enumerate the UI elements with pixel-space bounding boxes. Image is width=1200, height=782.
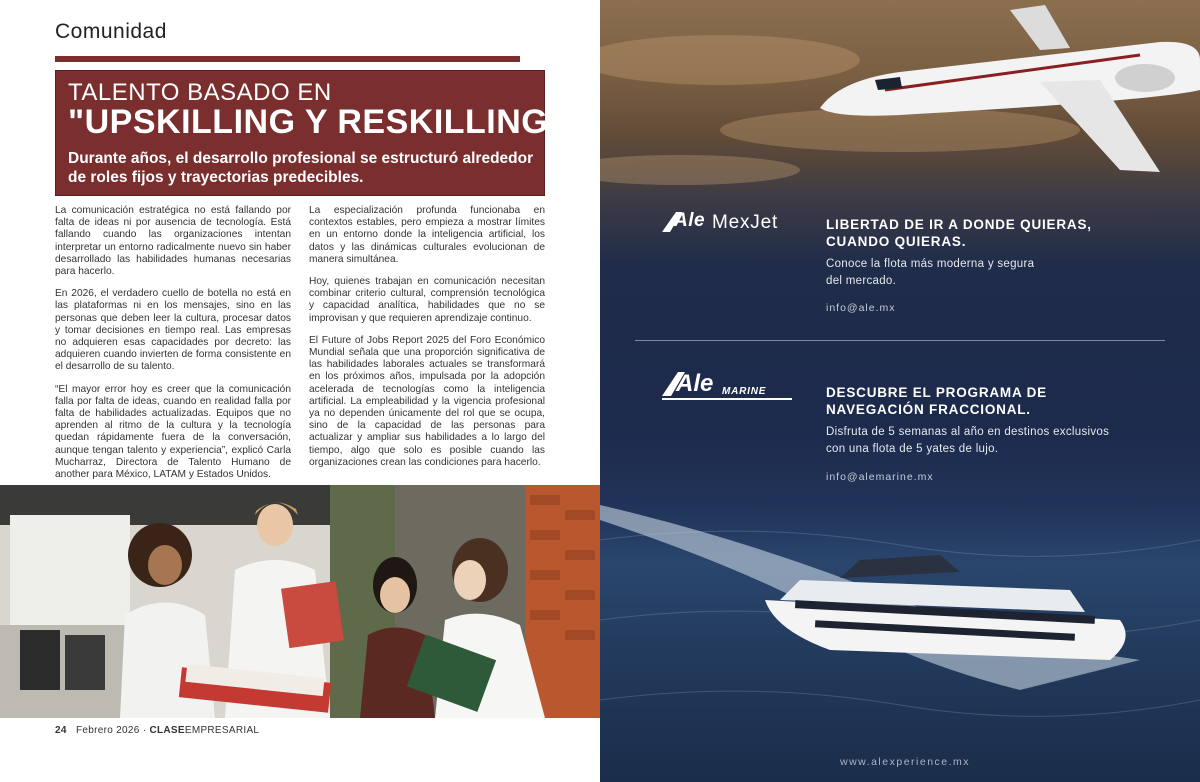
magazine-name-rest: EMPRESARIAL xyxy=(184,725,260,736)
headline-line2: "UPSKILLING Y RESKILLING" xyxy=(68,103,565,141)
paragraph: La especialización profunda funcionaba en contextos estables, pero empieza a mostrar límites en un entorno donde la inteligencia artificial, los datos y las dinámicas culturales evolucionan de manera simultánea. xyxy=(309,205,545,265)
mexjet-email-link[interactable]: info@ale.mx xyxy=(826,302,896,314)
mexjet-body-line1: Conoce la flota más moderna y segura xyxy=(826,258,1035,270)
marine-logo-name: MARINE xyxy=(722,386,767,397)
ad-divider xyxy=(635,340,1165,341)
advertisement-page xyxy=(600,0,1200,782)
marine-body-line1: Disfruta de 5 semanas al año en destinos exclusivos xyxy=(826,426,1110,438)
mexjet-logo-name: MexJet xyxy=(712,212,779,233)
headline-line1: TALENTO BASADO EN xyxy=(68,79,332,106)
marine-title-line2: NAVEGACIÓN FRACCIONAL. xyxy=(826,402,1031,417)
headline-deck: Durante años, el desarrollo profesional se estructuró alrededor de roles fijos y trayectorias predecibles. xyxy=(68,150,534,186)
mexjet-title-line1: LIBERTAD DE IR A DONDE QUIERAS, xyxy=(826,217,1092,232)
mexjet-body-line2: del mercado. xyxy=(826,275,897,287)
mexjet-title-line2: CUANDO QUIERAS. xyxy=(826,234,967,249)
marine-email-link[interactable]: info@alemarine.mx xyxy=(826,471,934,483)
article-column-2 xyxy=(309,205,545,479)
section-label: Comunidad xyxy=(55,20,167,43)
paragraph: La comunicación estratégica no está fallando por falta de ideas ni por ausencia de tecnología. Está fallando cuando las organizaciones intentan interpretar un entorno radicalmente nuevo sin haber desarrollado las habilidades humanas necesarias para hacerlo. xyxy=(55,205,291,278)
marine-title-line1: DESCUBRE EL PROGRAMA DE xyxy=(826,385,1047,400)
section-rule xyxy=(55,56,520,62)
website-link[interactable]: www.alexperience.mx xyxy=(840,756,971,768)
team-photo xyxy=(0,485,600,718)
mexjet-logo-ale: Ale xyxy=(674,210,706,231)
issue-date: Febrero 2026 · xyxy=(75,725,147,736)
paragraph: El Future of Jobs Report 2025 del Foro Económico Mundial señala que una proporción significativa de las habilidades laborales actuales se transformará en los próximos años, impulsada por la adopción acelerada de tecnologías como la inteligencia artificial. La empleabilidad y la vigencia profesional ya no dependen únicamente del rol que se ocupa, sino de la capacidad de las personas para actualizar y ampliar sus habilidades a lo largo del tiempo, algo que solo es posible cuando las organizaciones crean las condiciones para hacerlo. xyxy=(309,334,545,468)
magazine-name-bold: CLASE xyxy=(149,725,185,736)
page-number: 24 xyxy=(55,725,67,736)
paragraph: Hoy, quienes trabajan en comunicación necesitan combinar criterio cultural, comprensión tecnológica y capacidad analítica, habilidades que no se improvisan y que requieren aprendizaje continuo. xyxy=(309,276,545,324)
headline-box xyxy=(55,70,565,196)
marine-logo-wave xyxy=(662,398,792,400)
paragraph: “El mayor error hoy es creer que la comunicación falla por falta de ideas, cuando en realidad falla por falta de habilidades actualizadas. Equipos que no aprenden al ritmo de la cultura y la tecnología quedan rápidamente fuera de la conversación, aunque tengan talento y experiencia”, explicó Carla Mucharraz, Directora de Talento Humano de another para México, LATAM y Estados Unidos. xyxy=(55,383,291,481)
marine-body-line2: con una flota de 5 yates de lujo. xyxy=(826,443,999,455)
article-column-1 xyxy=(55,205,291,491)
page-footer xyxy=(55,725,259,736)
paragraph: En 2026, el verdadero cuello de botella no está en las plataformas ni en los mensajes, sino en las personas que deben leer la cultura, procesar datos y tomar decisiones en tiempo real. Las empresas no adquieren esas capacidades por decreto: las adquieren cuando invierten de forma consistente en el desarrollo de su talento. xyxy=(55,288,291,373)
marine-logo-ale: Ale xyxy=(676,370,714,397)
team-photo-illustration xyxy=(0,485,600,718)
